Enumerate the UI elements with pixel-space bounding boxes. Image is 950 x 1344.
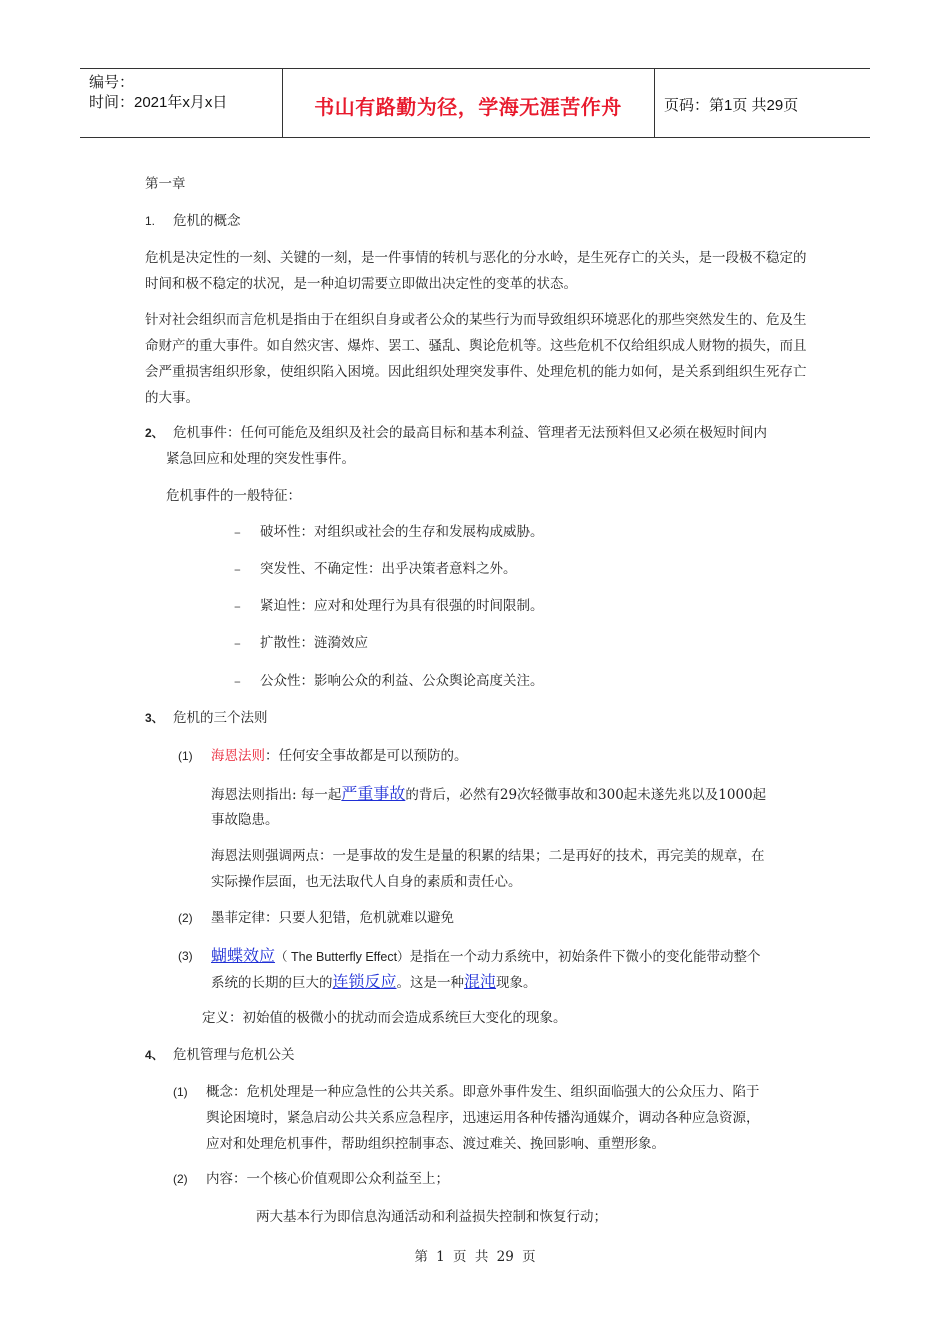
paragraph-line: 事故隐患。 [211, 812, 279, 828]
list-item [211, 743, 468, 769]
definition: 定义：初始值的极微小的扰动而会造成系统巨大变化的现象。 [202, 1010, 567, 1026]
section-title: 危机的概念 [173, 213, 241, 229]
features-title: 危机事件的一般特征： [166, 488, 301, 504]
text-span: 是指在一个动力系统中，初始条件下微小的变化能带动整个 [409, 949, 761, 965]
text-span: 系统的长期的巨大的 [211, 975, 333, 991]
section-number: 2、 [145, 426, 164, 440]
header-divider [654, 69, 655, 137]
list-dash: – [234, 674, 241, 690]
chapter-heading: 第一章 [145, 176, 186, 192]
english-term: （ The Butterfly Effect） [275, 950, 410, 964]
header-motto: 书山有路勤为径，学海无涯苦作舟 [314, 95, 622, 119]
page-footer: 第 1 页 共 29 页 [414, 1249, 536, 1265]
section-number: 1. [145, 214, 156, 228]
section-title: 危机的三个法则 [173, 710, 268, 726]
link-serious-accident[interactable]: 严重事故 [341, 784, 406, 803]
paragraph-line: 应对和处理危机事件，帮助组织控制事态、渡过难关、挽回影响、重塑形象。 [206, 1136, 665, 1152]
header-meta [89, 73, 227, 113]
list-item: 破坏性：对组织或社会的生存和发展构成威胁。 [260, 524, 544, 540]
page-header [80, 68, 870, 138]
paragraph: 针对社会组织而言危机是指由于在组织自身或者公众的某些行为而导致组织环境恶化的那些突然发生的、危及生命财产的重大事件。如自然灾害、爆炸、罢工、骚乱、舆论危机等。这些危机不仅给组织成人财物的损失，而且会严重损害组织形象，使组织陷入困境。因此组织处理突发事件、处理危机的能力如何，是关系到组织生死存亡的大事。 [145, 312, 807, 406]
link-butterfly-effect[interactable]: 蝴蝶效应 [211, 946, 276, 965]
list-dash: – [234, 599, 241, 615]
section-number: 3、 [145, 711, 164, 725]
item-number: (2) [178, 911, 193, 925]
item-number: (3) [178, 949, 193, 963]
hein-law-term: 海恩法则 [211, 748, 265, 764]
paragraph-line [211, 969, 537, 996]
item-text: ：任何安全事故都是可以预防的。 [265, 748, 468, 764]
list-item: 紧迫性：应对和处理行为具有很强的时间限制。 [260, 598, 544, 614]
section-text: 危机事件：任何可能危及组织及社会的最高目标和基本利益、管理者无法预料但又必须在极短时间内 [173, 425, 767, 441]
link-chaos[interactable]: 混沌 [464, 972, 497, 991]
link-chain-reaction[interactable]: 连锁反应 [332, 972, 397, 991]
list-item: 突发性、不确定性：出乎决策者意料之外。 [260, 561, 517, 577]
list-dash: – [234, 562, 241, 578]
code-label: 编号： [89, 74, 135, 91]
paragraph-line [211, 781, 766, 808]
text-span: 现象。 [496, 975, 537, 991]
section-title: 危机管理与危机公关 [173, 1047, 295, 1063]
text-span: 的背后，必然有29次轻微事故和300起未遂先兆以及1000起 [405, 787, 767, 803]
list-item: 内容：一个核心价值观即公众利益至上； [206, 1171, 449, 1187]
paragraph-line: 两大基本行为即信息沟通活动和利益损失控制和恢复行动； [256, 1209, 607, 1225]
paragraph-line: 舆论困境时，紧急启动公共关系应急程序，迅速运用各种传播沟通媒介，调动各种应急资源， [206, 1110, 760, 1126]
text-span: 。这是一种 [396, 975, 465, 991]
item-number: (1) [173, 1085, 188, 1099]
list-item: 公众性：影响公众的利益、公众舆论高度关注。 [260, 673, 544, 689]
header-page-label: 页码：第1页 共29页 [664, 97, 799, 114]
time-label: 时间：2021年x月x日 [89, 94, 228, 111]
paragraph: 危机是决定性的一刻、关键的一刻，是一件事情的转机与恶化的分水岭，是生死存亡的关头，是一段极不稳定的时间和极不稳定的状况，是一种迫切需要立即做出决定性的变革的状态。 [145, 250, 807, 292]
item-number: (1) [178, 749, 193, 763]
paragraph-line: 实际操作层面，也无法取代人自身的素质和责任心。 [211, 874, 522, 890]
paragraph-line: 海恩法则强调两点：一是事故的发生是量的积累的结果；二是再好的技术，再完美的规章，在 [211, 848, 765, 864]
text-span: 海恩法则指出: 每一起 [211, 787, 342, 803]
paragraph-line: 概念：危机处理是一种应急性的公共关系。即意外事件发生、组织面临强大的公众压力、陷于 [206, 1084, 760, 1100]
section-number: 4、 [145, 1048, 164, 1062]
list-dash: – [234, 636, 241, 652]
list-item: 墨菲定律：只要人犯错，危机就难以避免 [211, 910, 454, 926]
list-item: 扩散性：涟漪效应 [260, 635, 368, 651]
list-dash: – [234, 525, 241, 541]
item-number: (2) [173, 1172, 188, 1186]
section-text: 紧急回应和处理的突发性事件。 [166, 451, 355, 467]
list-item [211, 943, 761, 970]
